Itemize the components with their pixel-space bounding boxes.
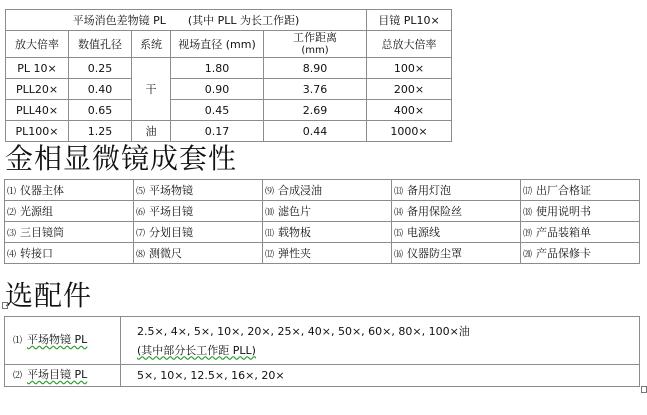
accessory-options: 2.5×, 4×, 5×, 10×, 20×, 25×, 40×, 50×, 60×, 80×, 100×油 bbox=[137, 324, 470, 338]
set-item-label: 转接口 bbox=[20, 247, 54, 260]
paragraph-marker bbox=[2, 302, 8, 309]
set-item bbox=[392, 180, 521, 201]
row-na: 0.65 bbox=[69, 100, 132, 121]
set-item-number: ⑾ bbox=[265, 229, 275, 239]
set-item-label: 产品装箱单 bbox=[536, 226, 592, 239]
set-row bbox=[5, 243, 640, 264]
accessory-detail-cell bbox=[121, 317, 640, 365]
set-item bbox=[521, 222, 640, 243]
system-oil: 油 bbox=[132, 121, 171, 142]
row-wd: 3.76 bbox=[264, 79, 367, 100]
set-item-number: ⒃ bbox=[394, 250, 404, 260]
objective-spec-table bbox=[5, 9, 452, 142]
set-item-number: ⑵ bbox=[7, 208, 17, 218]
set-item-number: ⒀ bbox=[394, 187, 404, 197]
row-total: 100× bbox=[367, 58, 452, 79]
set-item-number: ⒄ bbox=[523, 187, 533, 197]
set-contents-table bbox=[4, 179, 640, 264]
set-item-number: ⑺ bbox=[136, 229, 146, 239]
row-field: 0.17 bbox=[171, 121, 264, 142]
set-item bbox=[5, 201, 134, 222]
col-header-system: 系统 bbox=[132, 31, 171, 58]
row-wd: 2.69 bbox=[264, 100, 367, 121]
set-item-number: ⒂ bbox=[394, 229, 404, 239]
set-item-number: ⑴ bbox=[7, 187, 17, 197]
set-item-label: 平场物镜 bbox=[149, 184, 194, 197]
set-item bbox=[263, 201, 392, 222]
heading-accessories: 选配件 bbox=[5, 279, 93, 312]
row-field: 0.90 bbox=[171, 79, 264, 100]
set-item-label: 合成浸油 bbox=[278, 184, 323, 197]
set-item-number: ⑿ bbox=[265, 250, 275, 260]
set-item-label: 平场目镜 bbox=[149, 205, 194, 218]
set-item bbox=[5, 180, 134, 201]
col-header-wd-line2: (mm) bbox=[301, 44, 329, 56]
set-item-label: 电源线 bbox=[407, 226, 441, 239]
row-mag: PL100× bbox=[6, 121, 69, 142]
set-item-label: 出厂合格证 bbox=[536, 184, 592, 197]
row-field: 0.45 bbox=[171, 100, 264, 121]
set-item-number: ⒅ bbox=[523, 208, 533, 218]
row-total: 400× bbox=[367, 100, 452, 121]
set-item-label: 滤色片 bbox=[278, 205, 312, 218]
set-item bbox=[521, 201, 640, 222]
set-item bbox=[134, 180, 263, 201]
eyepiece-header: 目镜 PL10× bbox=[367, 10, 452, 31]
accessory-name: 平场物镜 PL bbox=[27, 333, 88, 346]
row-wd: 8.90 bbox=[264, 58, 367, 79]
set-item-label: 仪器防尘罩 bbox=[407, 247, 463, 260]
row-total: 1000× bbox=[367, 121, 452, 142]
set-item-label: 三目镜筒 bbox=[20, 226, 65, 239]
set-item bbox=[5, 243, 134, 264]
set-item bbox=[521, 243, 640, 264]
row-na: 0.25 bbox=[69, 58, 132, 79]
set-item-label: 分划目镜 bbox=[149, 226, 194, 239]
col-header-field: 视场直径 (mm) bbox=[171, 31, 264, 58]
set-item bbox=[134, 243, 263, 264]
set-item bbox=[263, 222, 392, 243]
set-item-label: 备用灯泡 bbox=[407, 184, 452, 197]
row-wd: 0.44 bbox=[264, 121, 367, 142]
set-item-label: 测微尺 bbox=[149, 247, 183, 260]
set-item-label: 使用说明书 bbox=[536, 205, 592, 218]
paragraph-marker bbox=[641, 386, 647, 393]
accessory-name: 平场目镜 PL bbox=[27, 368, 88, 381]
accessory-options: 5×, 10×, 12.5×, 16×, 20× bbox=[137, 369, 285, 382]
accessories-table bbox=[4, 316, 640, 387]
set-item-number: ⒆ bbox=[523, 229, 533, 239]
col-header-magnification: 放大倍率 bbox=[6, 31, 69, 58]
row-mag: PL 10× bbox=[6, 58, 69, 79]
accessory-note: (其中部分长工作距 PLL) bbox=[137, 343, 256, 357]
set-row bbox=[5, 201, 640, 222]
accessory-name-cell bbox=[5, 317, 121, 365]
set-item-label: 备用保险丝 bbox=[407, 205, 463, 218]
set-item-number: ⑼ bbox=[265, 187, 275, 197]
set-row bbox=[5, 180, 640, 201]
set-item-label: 弹性夹 bbox=[278, 247, 312, 260]
set-item-label: 仪器主体 bbox=[20, 184, 65, 197]
set-item-number: ⑸ bbox=[136, 187, 146, 197]
accessory-detail-cell bbox=[121, 365, 640, 387]
set-item bbox=[134, 222, 263, 243]
col-header-working-distance bbox=[264, 31, 367, 58]
set-item bbox=[5, 222, 134, 243]
spec-table-title: 平场消色差物镜 PL (其中 PLL 为长工作距) bbox=[6, 10, 367, 31]
col-header-na: 数值孔径 bbox=[69, 31, 132, 58]
set-item-number: ⑻ bbox=[136, 250, 146, 260]
system-dry: 干 bbox=[132, 58, 171, 121]
set-item-number: ⒁ bbox=[394, 208, 404, 218]
set-item-label: 载物板 bbox=[278, 226, 312, 239]
set-item bbox=[263, 180, 392, 201]
row-total: 200× bbox=[367, 79, 452, 100]
set-item-number: ⑹ bbox=[136, 208, 146, 218]
row-mag: PLL20× bbox=[6, 79, 69, 100]
row-na: 0.40 bbox=[69, 79, 132, 100]
set-item bbox=[263, 243, 392, 264]
accessory-name-cell bbox=[5, 365, 121, 387]
col-header-total: 总放大倍率 bbox=[367, 31, 452, 58]
set-item bbox=[392, 201, 521, 222]
set-item-number: ⑽ bbox=[265, 208, 275, 218]
set-item-number: ⑷ bbox=[7, 250, 17, 260]
set-item-number: ⒇ bbox=[523, 250, 533, 260]
set-item bbox=[134, 201, 263, 222]
set-item bbox=[392, 222, 521, 243]
set-item bbox=[521, 180, 640, 201]
heading-complete-set: 金相显微镜成套性 bbox=[5, 142, 238, 175]
row-na: 1.25 bbox=[69, 121, 132, 142]
row-mag: PLL40× bbox=[6, 100, 69, 121]
col-header-wd-line1: 工作距离 bbox=[293, 30, 337, 44]
set-item-label: 产品保修卡 bbox=[536, 247, 592, 260]
set-item bbox=[392, 243, 521, 264]
set-item-number: ⑶ bbox=[7, 229, 17, 239]
set-row bbox=[5, 222, 640, 243]
accessory-num: ⑵ bbox=[13, 371, 23, 381]
set-item-label: 光源组 bbox=[20, 205, 54, 218]
row-field: 1.80 bbox=[171, 58, 264, 79]
accessory-num: ⑴ bbox=[13, 336, 23, 346]
